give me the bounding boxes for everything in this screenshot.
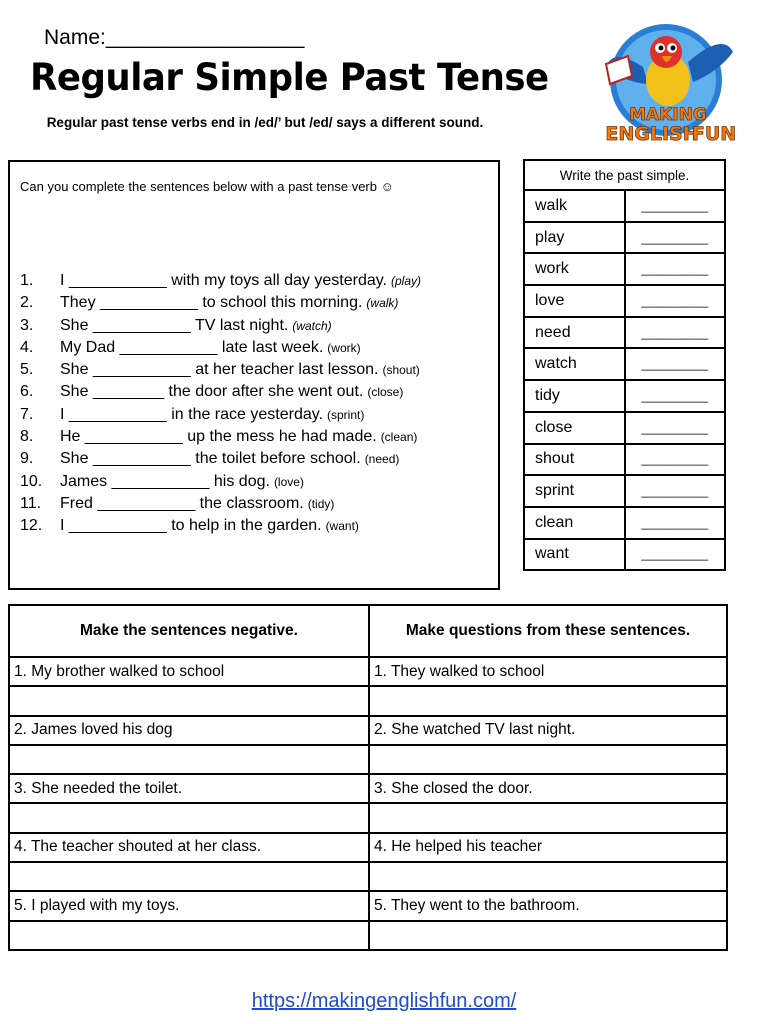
task-row xyxy=(9,716,727,745)
sentence-number: 10. xyxy=(20,472,43,490)
verb-row xyxy=(524,190,725,222)
verb-hint: (clean) xyxy=(380,430,418,445)
question-prompt: 3. She closed the door. xyxy=(369,774,727,803)
question-answer-cell[interactable] xyxy=(369,745,727,774)
sentence-number: 12. xyxy=(20,517,43,535)
verb-row xyxy=(524,412,725,444)
sentence-list xyxy=(20,272,421,540)
sentence-number: 6. xyxy=(20,383,34,401)
sentence-item xyxy=(20,361,421,383)
answer-blank[interactable]: __________ xyxy=(625,190,726,222)
sentence-item xyxy=(20,473,421,495)
answer-blank[interactable]: __________ xyxy=(625,348,726,380)
sentence-item xyxy=(20,317,421,339)
answer-row xyxy=(9,862,727,891)
verb-row xyxy=(524,253,725,285)
sentence-text: James ___________ his dog. xyxy=(60,472,270,490)
question-answer-cell[interactable] xyxy=(369,921,727,950)
verb-row xyxy=(524,348,725,380)
negative-answer-cell[interactable] xyxy=(9,862,369,891)
sentence-item xyxy=(20,383,421,405)
sentence-text: She ___________ the toilet before school. xyxy=(60,450,361,468)
negative-prompt: 5. I played with my toys. xyxy=(9,891,369,920)
sentence-item xyxy=(20,339,421,361)
sentence-number: 4. xyxy=(20,338,34,356)
verb-row xyxy=(524,475,725,507)
answer-blank[interactable]: __________ xyxy=(625,444,726,476)
sentence-text: I ___________ with my toys all day yesterday. xyxy=(60,272,387,289)
verb-hint: (tidy) xyxy=(307,496,335,511)
verb-row xyxy=(524,285,725,317)
exercise-instruction: Can you complete the sentences below with a past tense verb ☺ xyxy=(20,179,394,194)
sentence-text: I ___________ to help in the garden. xyxy=(60,517,322,535)
logo-text-1: MAKING xyxy=(629,105,707,125)
sentence-text: I ___________ in the race yesterday. xyxy=(60,405,323,423)
negative-answer-cell[interactable] xyxy=(9,686,369,715)
verb-row xyxy=(524,222,725,254)
answer-row xyxy=(9,745,727,774)
negative-answer-cell[interactable] xyxy=(9,745,369,774)
sentence-number: 9. xyxy=(20,450,34,468)
task-row xyxy=(9,833,727,862)
question-prompt: 2. She watched TV last night. xyxy=(369,716,727,745)
verb-cell: work xyxy=(524,253,625,285)
answer-row xyxy=(9,803,727,832)
verb-table xyxy=(523,159,726,571)
answer-blank[interactable]: __________ xyxy=(625,507,726,539)
sentence-text: She ___________ TV last night. xyxy=(60,316,289,334)
question-column-header: Make questions from these sentences. xyxy=(369,605,727,657)
verb-hint: (play) xyxy=(391,274,422,288)
sentence-text: He ___________ up the mess he had made. xyxy=(60,428,377,446)
verb-hint: (walk) xyxy=(366,296,399,311)
verb-hint: (close) xyxy=(367,385,404,400)
verb-cell: need xyxy=(524,317,625,349)
answer-row xyxy=(9,686,727,715)
sentence-number: 7. xyxy=(20,405,34,423)
logo-text-2: ENGLISH xyxy=(605,123,699,145)
question-answer-cell[interactable] xyxy=(369,803,727,832)
answer-blank[interactable]: __________ xyxy=(625,412,726,444)
sentence-text: They ___________ to school this morning. xyxy=(60,294,363,312)
answer-blank[interactable]: __________ xyxy=(625,380,726,412)
making-english-fun-logo xyxy=(588,22,738,148)
sentence-number: 3. xyxy=(20,316,34,334)
exercise-box xyxy=(8,160,500,590)
answer-row xyxy=(9,921,727,950)
verb-row xyxy=(524,539,725,571)
verb-cell: love xyxy=(524,285,625,317)
negative-prompt: 3. She needed the toilet. xyxy=(9,774,369,803)
page-title: Regular Simple Past Tense xyxy=(30,56,549,99)
verb-row xyxy=(524,507,725,539)
verb-cell: sprint xyxy=(524,475,625,507)
verb-cell: walk xyxy=(524,190,625,222)
sentence-item xyxy=(20,428,421,450)
verb-hint: (watch) xyxy=(292,318,332,333)
negative-column-header: Make the sentences negative. xyxy=(9,605,369,657)
sentence-text: My Dad ___________ late last week. xyxy=(60,338,324,356)
sentence-number: 2. xyxy=(20,294,34,312)
task-row xyxy=(9,657,727,686)
question-answer-cell[interactable] xyxy=(369,862,727,891)
logo-text-3: FUN xyxy=(691,123,737,145)
verb-row xyxy=(524,444,725,476)
answer-blank[interactable]: __________ xyxy=(625,539,726,571)
negative-prompt: 4. The teacher shouted at her class. xyxy=(9,833,369,862)
question-prompt: 5. They went to the bathroom. xyxy=(369,891,727,920)
sentence-item xyxy=(20,294,421,316)
verb-cell: want xyxy=(524,539,625,571)
verb-hint: (need) xyxy=(364,452,400,467)
verb-table-header: Write the past simple. xyxy=(524,160,725,190)
answer-blank[interactable]: __________ xyxy=(625,222,726,254)
task-table xyxy=(8,604,728,951)
verb-row xyxy=(524,380,725,412)
answer-blank[interactable]: __________ xyxy=(625,475,726,507)
sentence-item xyxy=(20,406,421,428)
answer-blank[interactable]: __________ xyxy=(625,317,726,349)
verb-hint: (sprint) xyxy=(327,407,365,422)
task-row xyxy=(9,774,727,803)
verb-hint: (want) xyxy=(325,519,359,534)
verb-cell: clean xyxy=(524,507,625,539)
question-answer-cell[interactable] xyxy=(369,686,727,715)
website-link[interactable]: https://makingenglishfun.com/ xyxy=(251,990,517,1012)
verb-cell: play xyxy=(524,222,625,254)
sentence-number: 8. xyxy=(20,428,34,446)
task-row xyxy=(9,891,727,920)
negative-prompt: 2. James loved his dog xyxy=(9,716,369,745)
question-prompt: 1. They walked to school xyxy=(369,657,727,686)
negative-answer-cell[interactable] xyxy=(9,803,369,832)
verb-cell: tidy xyxy=(524,380,625,412)
verb-hint: (love) xyxy=(273,474,304,489)
sentence-number: 5. xyxy=(20,361,34,379)
sentence-item xyxy=(20,517,421,539)
sentence-item xyxy=(20,450,421,472)
verb-row xyxy=(524,317,725,349)
verb-cell: watch xyxy=(524,348,625,380)
sentence-number: 11. xyxy=(20,494,42,512)
negative-prompt: 1. My brother walked to school xyxy=(9,657,369,686)
question-prompt: 4. He helped his teacher xyxy=(369,833,727,862)
answer-blank[interactable]: __________ xyxy=(625,285,726,317)
subtitle: Regular past tense verbs end in /ed/’ but /ed/ says a different sound. xyxy=(46,115,484,130)
name-line: Name:_________________ xyxy=(44,26,305,49)
verb-hint: (work) xyxy=(327,340,361,355)
sentence-text: She ___________ at her teacher last lesson. xyxy=(60,361,379,379)
sentence-text: Fred ___________ the classroom. xyxy=(60,494,304,512)
sentence-number: 1. xyxy=(20,272,34,289)
verb-hint: (shout) xyxy=(382,363,420,378)
sentence-item xyxy=(20,272,421,294)
sentence-text: She ________ the door after she went out. xyxy=(60,383,364,401)
verb-cell: close xyxy=(524,412,625,444)
negative-answer-cell[interactable] xyxy=(9,921,369,950)
answer-blank[interactable]: __________ xyxy=(625,253,726,285)
sentence-item xyxy=(20,495,421,517)
verb-cell: shout xyxy=(524,444,625,476)
